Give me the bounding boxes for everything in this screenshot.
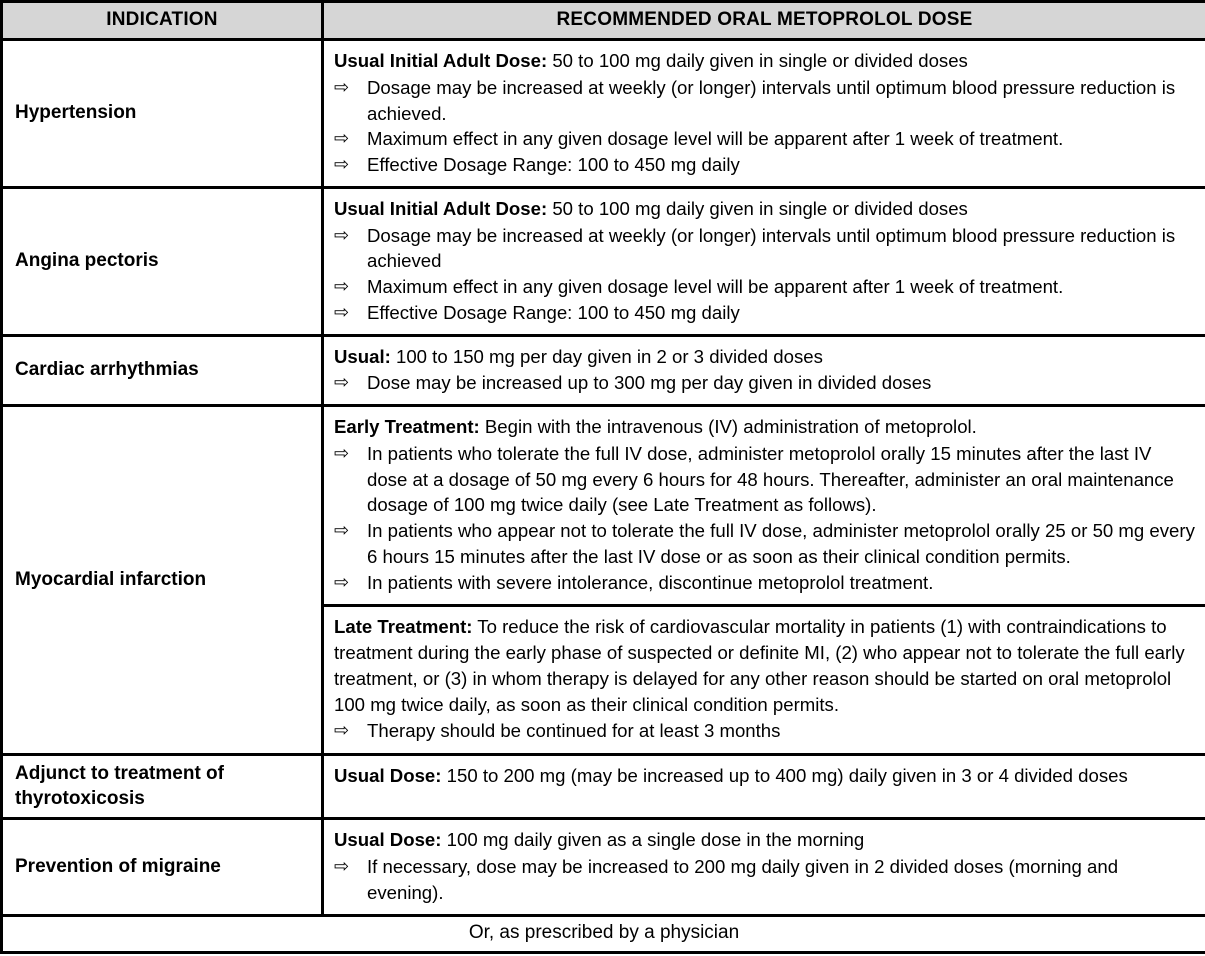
dose-lead-label: Usual Initial Adult Dose: <box>334 197 548 219</box>
dose-bullet-item <box>334 441 1195 518</box>
footer-row <box>2 915 1205 952</box>
dose-bullet-item <box>334 223 1195 275</box>
dose-bullet-list <box>334 370 1195 396</box>
dose-cell <box>323 755 1205 819</box>
arrow-right-icon: ⇨ <box>334 856 350 877</box>
footer-note: Or, as prescribed by a physician <box>2 915 1205 952</box>
dose-bullet-text: Dosage may be increased at weekly (or longer) intervals until optimum blood pressure reduction is achieved <box>367 224 1176 272</box>
table-row <box>2 819 1205 915</box>
dose-bullet-text: Effective Dosage Range: 100 to 450 mg daily <box>367 301 740 323</box>
dose-cell <box>323 40 1205 188</box>
dose-lead <box>334 414 1195 440</box>
dose-lead <box>334 344 1195 370</box>
table-footer <box>2 915 1205 952</box>
dose-lead <box>334 763 1195 789</box>
dose-block <box>324 407 1205 604</box>
dose-bullet-item <box>334 300 1195 326</box>
dose-lead-label: Usual Initial Adult Dose: <box>334 50 548 71</box>
header-row <box>2 2 1205 40</box>
dose-lead-label: Usual Dose: <box>334 765 442 786</box>
indication-cell: Angina pectoris <box>2 187 323 335</box>
arrow-right-icon: ⇨ <box>334 720 350 741</box>
dose-bullet-item <box>334 854 1195 906</box>
arrow-right-icon: ⇨ <box>334 372 350 393</box>
dose-lead-text: 100 to 150 mg per day given in 2 or 3 divided doses <box>390 345 823 367</box>
dose-bullet-text: In patients who tolerate the full IV dose, administer metoprolol orally 15 minutes after the last IV dose at a dosage of 50 mg every 6 hours for 48 hours. Thereafter, administer an oral maintenance dosage of 100 mg twice daily (see Late Treatment as follows). <box>367 442 1174 516</box>
dose-bullet-list <box>334 441 1195 596</box>
dose-block <box>324 604 1205 753</box>
dose-cell <box>323 335 1205 406</box>
dose-lead-text: 150 to 200 mg (may be increased up to 400 mg) daily given in 3 or 4 divided doses <box>441 765 1128 786</box>
dose-bullet-item <box>334 75 1195 127</box>
arrow-right-icon: ⇨ <box>334 442 350 463</box>
column-header-dose: RECOMMENDED ORAL METOPROLOL DOSE <box>323 2 1205 40</box>
dose-block <box>334 196 1195 326</box>
dose-block <box>334 763 1195 789</box>
dose-bullet-text: In patients with severe intolerance, discontinue metoprolol treatment. <box>367 571 934 593</box>
indication-cell: Cardiac arrhythmias <box>2 335 323 406</box>
table-row <box>2 40 1205 188</box>
dose-lead-text: Begin with the intravenous (IV) administration of metoprolol. <box>479 416 977 437</box>
dose-lead-label: Usual Dose: <box>334 829 442 851</box>
table-row <box>2 755 1205 819</box>
indication-cell: Myocardial infarction <box>2 406 323 755</box>
arrow-right-icon: ⇨ <box>334 76 350 97</box>
dose-cell <box>323 819 1205 915</box>
arrow-right-icon: ⇨ <box>334 224 350 245</box>
dose-cell <box>323 187 1205 335</box>
dose-lead-text: 50 to 100 mg daily given in single or divided doses <box>547 197 968 219</box>
dose-bullet-text: Dose may be increased up to 300 mg per day given in divided doses <box>367 372 932 394</box>
dose-lead <box>334 827 1195 853</box>
dose-bullet-item <box>334 126 1195 152</box>
dose-lead-label: Usual: <box>334 345 391 367</box>
indication-cell: Prevention of migraine <box>2 819 323 915</box>
dose-lead <box>334 614 1195 717</box>
arrow-right-icon: ⇨ <box>334 571 350 592</box>
dose-block <box>334 48 1195 178</box>
dose-lead-label: Late Treatment: <box>334 616 473 638</box>
dose-bullet-list <box>334 718 1195 744</box>
dose-lead-text: 100 mg daily given as a single dose in the morning <box>441 829 865 851</box>
arrow-right-icon: ⇨ <box>334 301 350 322</box>
arrow-right-icon: ⇨ <box>334 276 350 296</box>
column-header-indication: INDICATION <box>2 2 323 40</box>
dose-bullet-text: Maximum effect in any given dosage level will be apparent after 1 week of treatment. <box>367 128 1064 150</box>
dose-block <box>334 344 1195 397</box>
table-row <box>2 187 1205 335</box>
dose-bullet-text: Therapy should be continued for at least 3 months <box>367 720 781 742</box>
dose-bullet-text: Effective Dosage Range: 100 to 450 mg daily <box>367 154 740 175</box>
dose-lead-text: To reduce the risk of cardiovascular mortality in patients (1) with contraindications to treatment during the early phase of suspected or definite MI, (2) who appear not to tolerate the full early treatment, or (3) in whom therapy is delayed for any other reason should be started on oral metoprolol 100 mg twice daily, as soon as their clinical condition permits. <box>334 616 1185 715</box>
dose-lead-label: Early Treatment: <box>334 416 480 437</box>
dose-bullet-item <box>334 718 1195 744</box>
dose-bullet-text: Dosage may be increased at weekly (or longer) intervals until optimum blood pressure reduction is achieved. <box>367 76 1176 124</box>
arrow-right-icon: ⇨ <box>334 520 350 540</box>
dose-cell <box>323 406 1205 755</box>
table-row <box>2 406 1205 755</box>
dose-lead-text: 50 to 100 mg daily given in single or divided doses <box>547 50 968 71</box>
indication-cell: Hypertension <box>2 40 323 188</box>
dose-bullet-list <box>334 854 1195 906</box>
dose-bullet-item <box>334 152 1195 178</box>
dose-bullet-item <box>334 274 1195 300</box>
dose-bullet-text: In patients who appear not to tolerate the full IV dose, administer metoprolol orally 25 or 50 mg every 6 hours 15 minutes after the last IV dose or as soon as their clinical condition permits. <box>367 520 1195 567</box>
table-header <box>2 2 1205 40</box>
arrow-right-icon: ⇨ <box>334 154 350 174</box>
arrow-right-icon: ⇨ <box>334 128 350 149</box>
dose-bullet-text: Maximum effect in any given dosage level will be apparent after 1 week of treatment. <box>367 276 1064 297</box>
dose-lead <box>334 48 1195 74</box>
table-row <box>2 335 1205 406</box>
indication-cell: Adjunct to treatment of thyrotoxicosis <box>2 755 323 819</box>
dose-bullet-item <box>334 570 1195 596</box>
table-body <box>2 40 1205 916</box>
dose-bullet-list <box>334 223 1195 326</box>
dose-lead <box>334 196 1195 222</box>
dose-bullet-list <box>334 75 1195 178</box>
dose-bullet-text: If necessary, dose may be increased to 200 mg daily given in 2 divided doses (morning and evening). <box>367 856 1119 903</box>
dose-bullet-item <box>334 370 1195 396</box>
dose-block <box>334 827 1195 905</box>
dose-bullet-item <box>334 518 1195 570</box>
